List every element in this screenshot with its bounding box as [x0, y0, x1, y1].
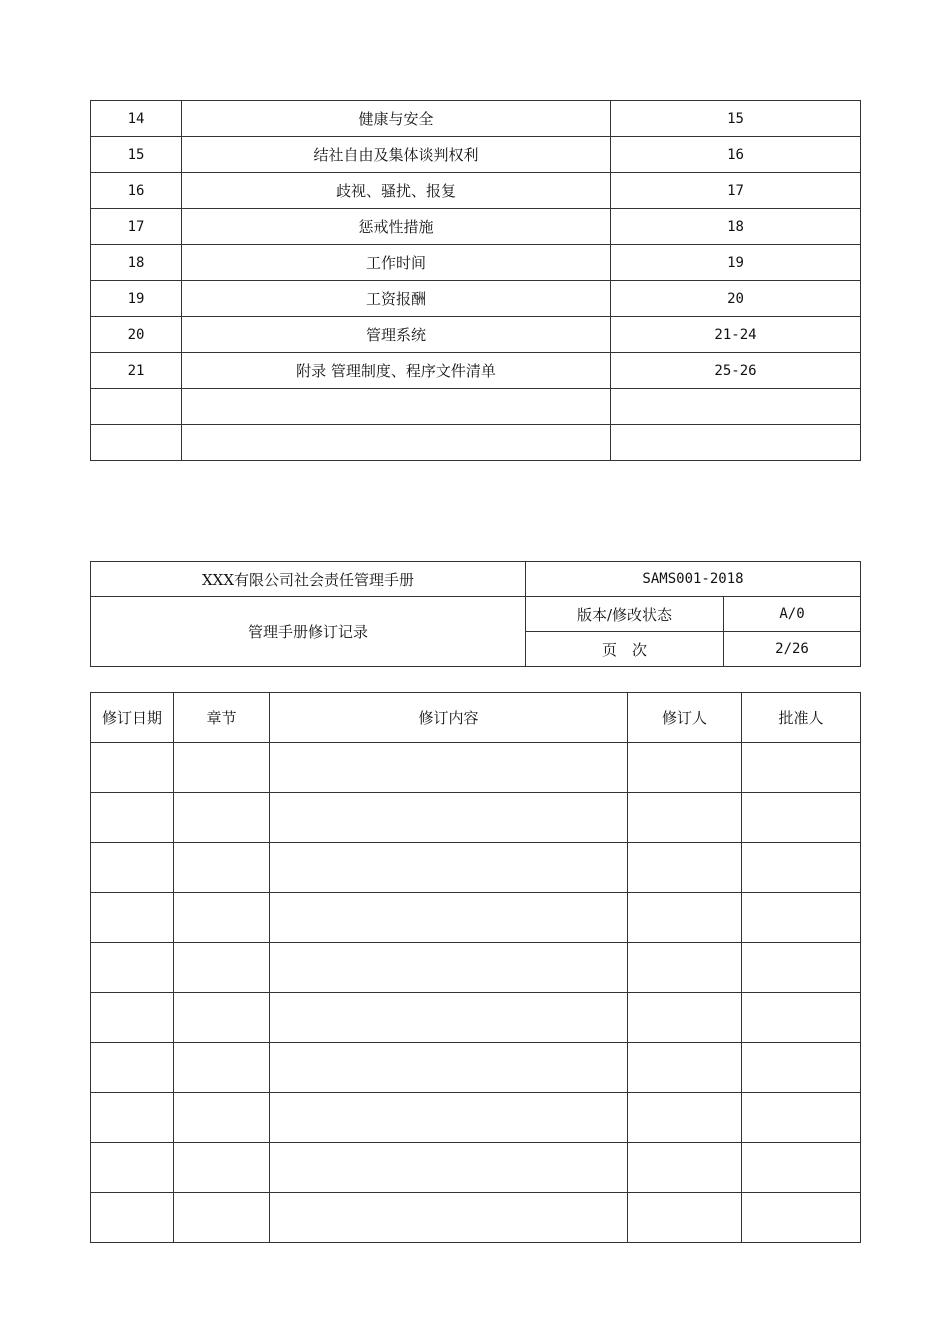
reviser-cell: [628, 893, 742, 943]
reviser-cell: [628, 843, 742, 893]
revision-row: [91, 843, 861, 893]
toc-chapter-title: 结社自由及集体谈判权利: [182, 137, 611, 173]
toc-row: [91, 101, 861, 137]
toc-chapter-number: 18: [91, 245, 182, 281]
revision-header-row: [91, 693, 861, 743]
header-chapter: 章节: [174, 693, 270, 743]
header-row-title: [91, 562, 861, 597]
revision-date-cell: [91, 893, 174, 943]
toc-chapter-title: [182, 389, 611, 425]
toc-page-number: [611, 425, 861, 461]
section-title: 管理手册修订记录: [91, 597, 526, 667]
toc-page-number: 21-24: [611, 317, 861, 353]
toc-chapter-number: 17: [91, 209, 182, 245]
revision-date-cell: [91, 1193, 174, 1243]
toc-page-number: 15: [611, 101, 861, 137]
revision-row: [91, 993, 861, 1043]
chapter-cell: [174, 893, 270, 943]
revision-content-cell: [270, 943, 628, 993]
reviser-cell: [628, 1193, 742, 1243]
toc-chapter-number: 21: [91, 353, 182, 389]
toc-chapter-number: 19: [91, 281, 182, 317]
revision-row: [91, 1043, 861, 1093]
approver-cell: [742, 1193, 861, 1243]
revision-date-cell: [91, 993, 174, 1043]
revision-date-cell: [91, 1093, 174, 1143]
toc-chapter-number: 16: [91, 173, 182, 209]
document-code: SAMS001-2018: [526, 562, 861, 597]
toc-row: [91, 173, 861, 209]
chapter-cell: [174, 993, 270, 1043]
revision-content-cell: [270, 1093, 628, 1143]
header-row-version: [91, 597, 861, 632]
page-value: 2/26: [724, 632, 861, 667]
toc-row: [91, 353, 861, 389]
approver-cell: [742, 1143, 861, 1193]
page-label: 页 次: [526, 632, 724, 667]
toc-chapter-number: [91, 389, 182, 425]
reviser-cell: [628, 1043, 742, 1093]
toc-page-number: 25-26: [611, 353, 861, 389]
revision-row: [91, 1193, 861, 1243]
approver-cell: [742, 843, 861, 893]
approver-cell: [742, 893, 861, 943]
approver-cell: [742, 743, 861, 793]
revision-content-cell: [270, 993, 628, 1043]
toc-page-number: 16: [611, 137, 861, 173]
toc-table: [90, 100, 861, 461]
version-label: 版本/修改状态: [526, 597, 724, 632]
header-revision-content: 修订内容: [270, 693, 628, 743]
chapter-cell: [174, 943, 270, 993]
revision-content-cell: [270, 1043, 628, 1093]
revision-content-cell: [270, 793, 628, 843]
reviser-cell: [628, 793, 742, 843]
revision-content-cell: [270, 1193, 628, 1243]
approver-cell: [742, 793, 861, 843]
approver-cell: [742, 1043, 861, 1093]
chapter-cell: [174, 743, 270, 793]
toc-chapter-title: 附录 管理制度、程序文件清单: [182, 353, 611, 389]
toc-chapter-number: 14: [91, 101, 182, 137]
revision-date-cell: [91, 1143, 174, 1193]
reviser-cell: [628, 743, 742, 793]
header-revision-date: 修订日期: [91, 693, 174, 743]
toc-row: [91, 281, 861, 317]
reviser-cell: [628, 993, 742, 1043]
revision-date-cell: [91, 743, 174, 793]
approver-cell: [742, 1093, 861, 1143]
toc-page-number: 20: [611, 281, 861, 317]
toc-chapter-title: 健康与安全: [182, 101, 611, 137]
toc-row: [91, 317, 861, 353]
manual-title: XXX有限公司社会责任管理手册: [91, 562, 526, 597]
toc-body: [91, 101, 861, 461]
revision-row: [91, 1093, 861, 1143]
chapter-cell: [174, 793, 270, 843]
revision-row: [91, 793, 861, 843]
chapter-cell: [174, 1143, 270, 1193]
toc-chapter-title: 工资报酬: [182, 281, 611, 317]
chapter-cell: [174, 843, 270, 893]
revision-date-cell: [91, 793, 174, 843]
toc-chapter-title: 工作时间: [182, 245, 611, 281]
toc-chapter-title: 管理系统: [182, 317, 611, 353]
toc-page-number: [611, 389, 861, 425]
revision-body: [91, 743, 861, 1243]
revision-date-cell: [91, 843, 174, 893]
toc-page-number: 19: [611, 245, 861, 281]
approver-cell: [742, 993, 861, 1043]
revision-row: [91, 743, 861, 793]
toc-page-number: 18: [611, 209, 861, 245]
toc-chapter-title: 歧视、骚扰、报复: [182, 173, 611, 209]
document-header-table: [90, 561, 861, 667]
toc-chapter-title: 惩戒性措施: [182, 209, 611, 245]
revision-record-table: [90, 692, 861, 1243]
revision-row: [91, 893, 861, 943]
header-reviser: 修订人: [628, 693, 742, 743]
version-value: A/0: [724, 597, 861, 632]
toc-row: [91, 389, 861, 425]
reviser-cell: [628, 943, 742, 993]
toc-page-number: 17: [611, 173, 861, 209]
revision-row: [91, 943, 861, 993]
toc-chapter-title: [182, 425, 611, 461]
toc-chapter-number: 15: [91, 137, 182, 173]
revision-date-cell: [91, 1043, 174, 1093]
approver-cell: [742, 943, 861, 993]
header-approver: 批准人: [742, 693, 861, 743]
chapter-cell: [174, 1043, 270, 1093]
reviser-cell: [628, 1143, 742, 1193]
toc-row: [91, 137, 861, 173]
toc-row: [91, 245, 861, 281]
revision-content-cell: [270, 893, 628, 943]
revision-content-cell: [270, 1143, 628, 1193]
reviser-cell: [628, 1093, 742, 1143]
chapter-cell: [174, 1193, 270, 1243]
toc-chapter-number: [91, 425, 182, 461]
revision-row: [91, 1143, 861, 1193]
revision-date-cell: [91, 943, 174, 993]
toc-row: [91, 209, 861, 245]
revision-content-cell: [270, 843, 628, 893]
toc-row: [91, 425, 861, 461]
revision-content-cell: [270, 743, 628, 793]
toc-chapter-number: 20: [91, 317, 182, 353]
chapter-cell: [174, 1093, 270, 1143]
